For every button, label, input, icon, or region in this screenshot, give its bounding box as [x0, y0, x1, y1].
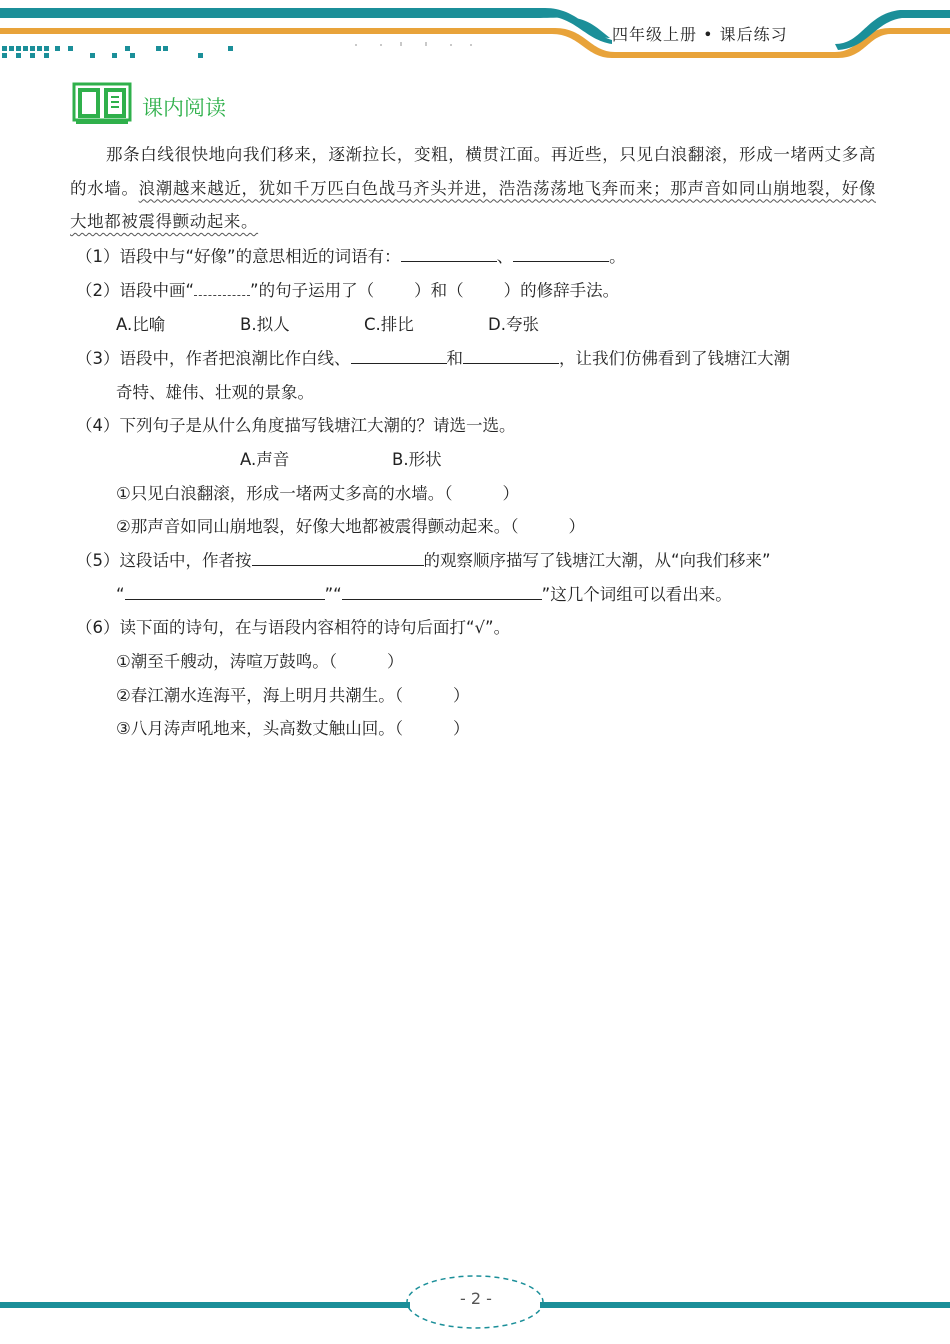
item-text: ①只见白浪翻滚，形成一堵两丈多高的水墙。（ — [116, 484, 453, 503]
question-2-text-b: ”的句子运用了（ — [250, 281, 375, 300]
question-2 — [76, 274, 619, 308]
question-5-line-2 — [116, 578, 732, 612]
close-paren: ） — [453, 719, 470, 738]
separator: 、 — [496, 247, 514, 266]
open-quote: “ — [116, 585, 125, 604]
close-paren: ） — [502, 484, 520, 503]
close-paren: ） — [387, 652, 404, 671]
passage-wavy-underlined-text: 浪潮越来越近，犹如千万匹白色战马齐头并进，浩浩荡荡地飞奔而来；那声音如同山崩地裂，好像大地都被震得颤动起来。 — [70, 178, 876, 231]
answer-blank[interactable] — [125, 579, 325, 600]
answer-blank[interactable] — [463, 343, 559, 364]
reading-passage — [70, 138, 876, 239]
question-2-text-d: ）的修辞手法。 — [503, 281, 620, 300]
question-4-options — [240, 443, 442, 477]
question-5 — [76, 544, 771, 578]
question-1-text: （1）语段中与“好像”的意思相近的词语有： — [76, 247, 401, 266]
question-5-text-a: （5）这段话中，作者按 — [76, 551, 252, 570]
option-a: A.声音 — [240, 450, 290, 469]
question-2-options — [116, 308, 539, 342]
question-3-text-b: 和 — [446, 349, 463, 368]
quote-separator: ”“ — [324, 585, 342, 604]
option-b: B.形状 — [392, 450, 442, 469]
question-3-text-a: （3）语段中，作者把浪潮比作白线、 — [76, 349, 351, 368]
page-number: - 2 - — [460, 1289, 492, 1308]
question-4-item-2 — [116, 510, 585, 544]
question-2-text-c: ）和（ — [414, 281, 464, 300]
question-3 — [76, 342, 790, 376]
period: 。 — [609, 247, 626, 266]
passage-plain-text: 那条白线很快地向我们移来，逐渐拉长，变粗，横贯江面。再近些，只见白浪翻滚，形成一堵两丈多高的水墙。 — [70, 145, 876, 198]
question-3-line-2: 奇特、雄伟、壮观的景象。 — [116, 383, 314, 402]
answer-blank[interactable] — [342, 579, 542, 600]
question-6-item-1 — [116, 645, 404, 679]
option-d: D.夸张 — [488, 315, 539, 334]
item-text: ②春江潮水连海平，海上明月共潮生。（ — [116, 686, 404, 705]
answer-blank[interactable] — [401, 241, 497, 262]
close-paren: ） — [453, 686, 470, 705]
question-6-item-3 — [116, 712, 470, 746]
question-6-item-2 — [116, 679, 470, 713]
answer-blank[interactable] — [513, 241, 609, 262]
wavy-line-marker — [194, 275, 250, 296]
answer-blank[interactable] — [351, 343, 447, 364]
question-3-text-c: ，让我们仿佛看到了钱塘江大潮 — [559, 349, 790, 368]
close-paren: ） — [568, 517, 586, 536]
question-1 — [76, 240, 626, 274]
header-title: 四年级上册 • 课后练习 — [612, 25, 788, 44]
option-a: A.比喻 — [116, 315, 166, 334]
item-text: ②那声音如同山崩地裂，好像大地都被震得颤动起来。（ — [116, 517, 519, 536]
question-5-text-e: ”这几个词组可以看出来。 — [541, 585, 732, 604]
item-text: ①潮至千艘动，涛喧万鼓鸣。（ — [116, 652, 338, 671]
item-text: ③八月涛声吼地来，头高数丈触山回。（ — [116, 719, 404, 738]
option-b: B.拟人 — [240, 315, 290, 334]
question-4: （4）下列句子是从什么角度描写钱塘江大潮的？请选一选。 — [76, 416, 516, 435]
option-c: C.排比 — [364, 315, 414, 334]
answer-blank[interactable] — [252, 545, 424, 566]
question-6: （6）读下面的诗句，在与语段内容相符的诗句后面打“√”。 — [76, 618, 511, 637]
question-4-item-1 — [116, 477, 519, 511]
question-2-text-a: （2）语段中画“ — [76, 281, 195, 300]
section-title: 课内阅读 — [142, 96, 226, 120]
question-5-text-b: 的观察顺序描写了钱塘江大潮，从“向我们移来” — [423, 551, 771, 570]
open-book-icon — [72, 82, 132, 126]
